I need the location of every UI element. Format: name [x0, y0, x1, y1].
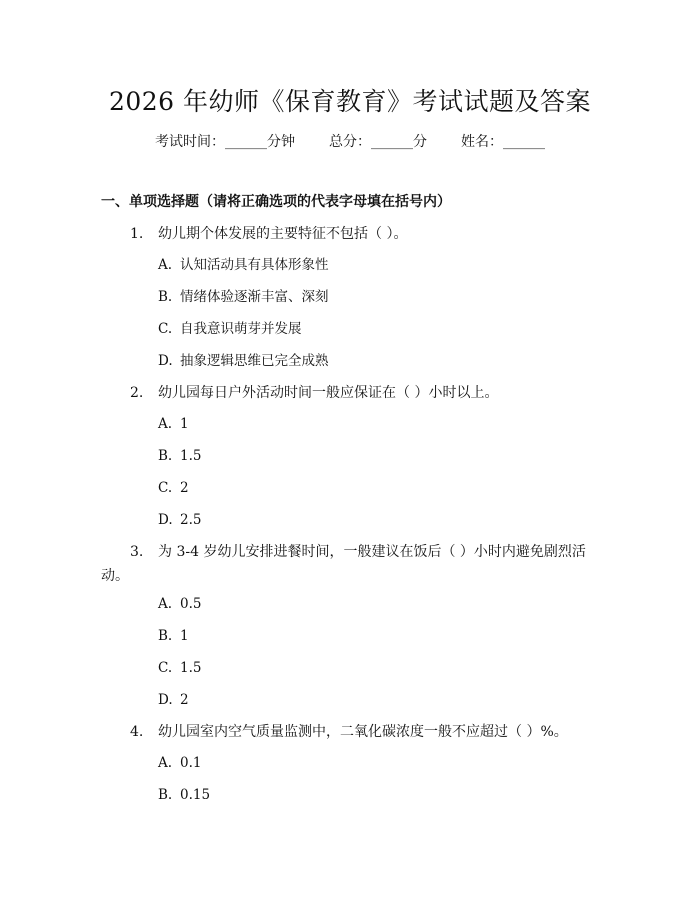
option-text: 0.5: [180, 596, 202, 612]
question-3: [101, 540, 591, 588]
question-4: [101, 720, 591, 744]
option-letter: A.: [158, 755, 173, 771]
exam-meta-line: [0, 131, 700, 151]
option-letter: C.: [158, 321, 173, 337]
option-letter: A.: [158, 257, 173, 273]
total-score-label: 总分：______分: [329, 134, 427, 150]
name-label: 姓名：______: [461, 134, 545, 150]
option-letter: A.: [158, 596, 173, 612]
question-2: [101, 381, 591, 405]
option-text: 2.5: [180, 512, 202, 528]
option-text: 1.5: [180, 660, 202, 676]
question-number: 2.: [130, 385, 144, 401]
question-1: [101, 222, 591, 246]
question-number: 3.: [130, 544, 144, 560]
question-text: 幼儿园每日户外活动时间一般应保证在（ ）小时以上。: [158, 385, 499, 401]
option-letter: B.: [158, 289, 173, 305]
option-item: [158, 658, 201, 678]
question-number: 4.: [130, 724, 144, 740]
option-item: [158, 753, 201, 773]
exam-time-label: 考试时间：______分钟: [155, 134, 295, 150]
question-text: 为 3-4 岁幼儿安排进餐时间，一般建议在饭后（ ）小时内避免剧烈活动。: [101, 544, 586, 584]
option-text: 认知活动具有具体形象性: [180, 257, 329, 273]
option-item: [158, 626, 189, 646]
option-item: [158, 351, 329, 371]
option-text: 0.1: [180, 755, 202, 771]
option-letter: C.: [158, 660, 173, 676]
option-letter: B.: [158, 628, 173, 644]
option-text: 1.5: [180, 448, 202, 464]
option-letter: D.: [158, 512, 173, 528]
question-text: 幼儿园室内空气质量监测中，二氧化碳浓度一般不应超过（ ）%。: [158, 724, 568, 740]
option-text: 0.15: [180, 787, 211, 803]
option-item: [158, 594, 201, 614]
option-item: [158, 690, 189, 710]
option-text: 1: [180, 628, 189, 644]
option-item: [158, 319, 302, 339]
option-letter: C.: [158, 480, 173, 496]
option-text: 1: [180, 416, 189, 432]
option-letter: D.: [158, 353, 173, 369]
option-item: [158, 478, 189, 498]
option-item: [158, 510, 201, 530]
option-letter: B.: [158, 787, 173, 803]
option-text: 2: [180, 480, 189, 496]
option-item: [158, 446, 201, 466]
option-letter: A.: [158, 416, 173, 432]
option-text: 自我意识萌芽并发展: [180, 321, 302, 337]
option-item: [158, 255, 329, 275]
document-title: 2026 年幼师《保育教育》考试试题及答案: [108, 87, 592, 116]
question-number: 1.: [130, 226, 144, 242]
option-text: 情绪体验逐渐丰富、深刻: [180, 289, 329, 305]
option-letter: D.: [158, 692, 173, 708]
option-item: [158, 785, 210, 805]
option-item: [158, 414, 189, 434]
option-item: [158, 287, 329, 307]
question-text: 幼儿期个体发展的主要特征不包括（ ）。: [158, 226, 408, 242]
option-text: 2: [180, 692, 189, 708]
option-text: 抽象逻辑思维已完全成熟: [180, 353, 329, 369]
option-letter: B.: [158, 448, 173, 464]
section-title: 一、单项选择题（请将正确选项的代表字母填在括号内）: [101, 194, 451, 210]
